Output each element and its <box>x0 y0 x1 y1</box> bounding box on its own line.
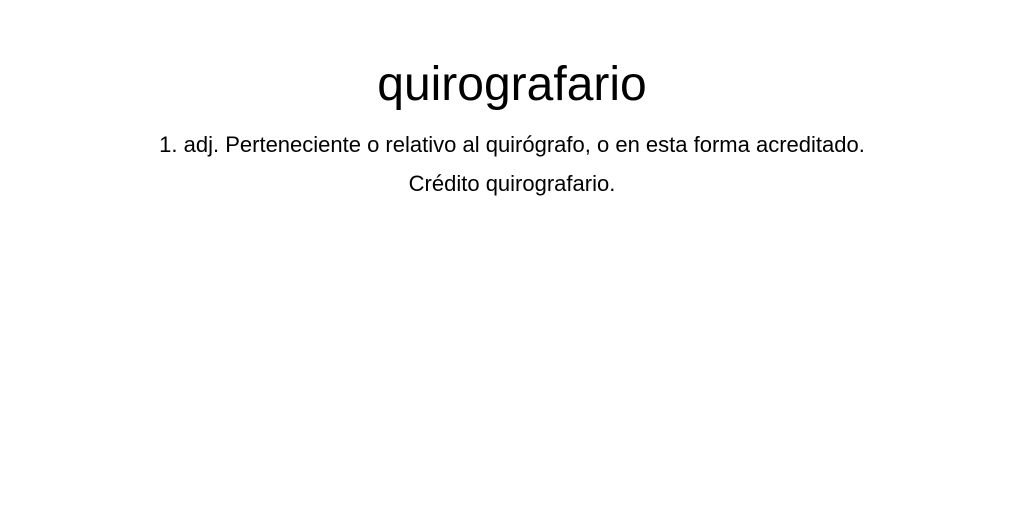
definition-text: 1. adj. Perteneciente o relativo al quirógrafo, o en esta forma acreditado. <box>159 132 865 157</box>
headword-title: quirografario <box>377 58 647 111</box>
usage-example: Crédito quirografario. <box>408 171 616 196</box>
